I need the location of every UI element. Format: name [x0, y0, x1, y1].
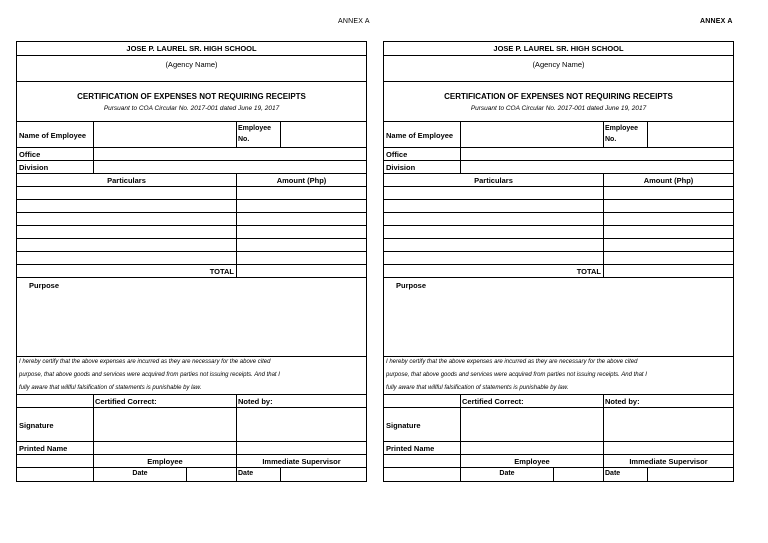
purpose-label: Purpose	[29, 281, 60, 290]
printed-name-label: Printed Name	[386, 444, 435, 453]
particulars-line[interactable]	[17, 213, 366, 226]
amount-field[interactable]	[236, 252, 366, 264]
division-row	[384, 161, 733, 174]
particulars-label: Particulars	[474, 176, 513, 185]
office-row	[17, 148, 366, 161]
form-right	[383, 41, 734, 482]
amount-field[interactable]	[603, 239, 733, 251]
signature-row	[17, 408, 366, 442]
amount-header-cell	[236, 174, 366, 186]
employee-row	[17, 122, 366, 148]
school-row	[384, 42, 733, 56]
amount-field[interactable]	[236, 213, 366, 225]
amount-field[interactable]	[236, 226, 366, 238]
particulars-line[interactable]	[17, 200, 366, 213]
supervisor-role-label: Immediate Supervisor	[629, 457, 708, 466]
amount-field[interactable]	[236, 239, 366, 251]
office-label: Office	[19, 150, 41, 159]
supervisor-role-cell	[236, 455, 366, 467]
division-row	[17, 161, 366, 174]
amount-field[interactable]	[603, 226, 733, 238]
approvals-header	[384, 395, 733, 408]
division-field[interactable]	[93, 161, 366, 173]
form-left	[16, 41, 367, 482]
employee-date-label: Date	[132, 470, 148, 477]
employee-printed-name-field[interactable]	[93, 442, 236, 454]
form-subtitle: Pursuant to COA Circular No. 2017-001 dated June 19, 2017	[103, 105, 280, 112]
supervisor-date-label-cell	[603, 468, 647, 481]
noted-by-cell	[603, 395, 733, 407]
office-label: Office	[386, 150, 408, 159]
employee-no-label: Employee No.	[605, 125, 639, 143]
office-row	[384, 148, 733, 161]
total-label: TOTAL	[576, 267, 601, 276]
noted-by-cell	[236, 395, 366, 407]
amount-field[interactable]	[603, 187, 733, 199]
certification-line-1: I hereby certify that the above expenses are incurred as they are necessary for the above cited	[386, 359, 638, 365]
certified-correct-cell	[460, 395, 603, 407]
supervisor-signature-field[interactable]	[603, 408, 733, 441]
particulars-line[interactable]	[384, 200, 733, 213]
amount-field[interactable]	[603, 213, 733, 225]
supervisor-signature-field[interactable]	[236, 408, 366, 441]
certification-line-3: fully aware that willful falsification of statements is punishable by law.	[386, 385, 569, 391]
total-row	[17, 265, 366, 278]
employee-name-field[interactable]	[93, 122, 236, 147]
purpose-row[interactable]	[17, 278, 366, 357]
supervisor-printed-name-field[interactable]	[603, 442, 733, 454]
total-row	[384, 265, 733, 278]
employee-signature-field[interactable]	[93, 408, 236, 441]
particulars-line[interactable]	[17, 226, 366, 239]
amount-field[interactable]	[236, 200, 366, 212]
employee-role-label: Employee	[147, 457, 183, 466]
approvals-header	[17, 395, 366, 408]
amount-label: Amount (Php)	[276, 176, 327, 185]
certified-correct-label: Certified Correct:	[95, 397, 157, 406]
particulars-line[interactable]	[384, 187, 733, 200]
school-row	[17, 42, 366, 56]
certification-line-3: fully aware that willful falsification of statements is punishable by law.	[19, 385, 202, 391]
employee-no-label-cell	[236, 122, 280, 147]
school-name: JOSE P. LAUREL SR. HIGH SCHOOL	[126, 44, 257, 53]
total-label: TOTAL	[209, 267, 234, 276]
supervisor-date-label: Date	[605, 470, 621, 477]
employee-role-label: Employee	[514, 457, 550, 466]
school-name: JOSE P. LAUREL SR. HIGH SCHOOL	[493, 44, 624, 53]
certification-text	[17, 357, 366, 395]
total-amount-field[interactable]	[603, 265, 733, 277]
employee-date-label-cell	[460, 468, 553, 481]
particulars-line[interactable]	[384, 213, 733, 226]
office-field[interactable]	[460, 148, 733, 160]
date-row	[384, 468, 733, 481]
certification-text	[384, 357, 733, 395]
employee-printed-name-field[interactable]	[460, 442, 603, 454]
printed-name-row	[384, 442, 733, 455]
amount-field[interactable]	[603, 252, 733, 264]
form-subtitle: Pursuant to COA Circular No. 2017-001 dated June 19, 2017	[470, 105, 647, 112]
employee-signature-field[interactable]	[460, 408, 603, 441]
supervisor-date-field[interactable]	[647, 468, 733, 481]
purpose-row[interactable]	[384, 278, 733, 357]
purpose-label: Purpose	[396, 281, 427, 290]
name-of-employee-label: Name of Employee	[386, 131, 454, 140]
employee-date-field[interactable]	[553, 468, 603, 481]
title-row	[384, 82, 733, 122]
particulars-header	[384, 174, 733, 187]
role-row	[384, 455, 733, 468]
certified-correct-cell	[93, 395, 236, 407]
form-title: CERTIFICATION OF EXPENSES NOT REQUIRING RECEIPTS	[444, 92, 673, 101]
employee-row	[384, 122, 733, 148]
annex-label: ANNEX A	[338, 18, 370, 25]
employee-date-label-cell	[93, 468, 186, 481]
printed-name-row	[17, 442, 366, 455]
employee-no-label: Employee No.	[238, 125, 272, 143]
employee-name-field[interactable]	[460, 122, 603, 147]
name-of-employee-label: Name of Employee	[19, 131, 87, 140]
particulars-line[interactable]	[17, 252, 366, 265]
particulars-line[interactable]	[384, 226, 733, 239]
certified-correct-label: Certified Correct:	[462, 397, 524, 406]
supervisor-date-field[interactable]	[280, 468, 366, 481]
supervisor-role-label: Immediate Supervisor	[262, 457, 341, 466]
signature-label: Signature	[386, 421, 421, 430]
particulars-line[interactable]	[17, 187, 366, 200]
role-row	[17, 455, 366, 468]
supervisor-role-cell	[603, 455, 733, 467]
employee-date-field[interactable]	[186, 468, 236, 481]
employee-role-cell	[460, 455, 603, 467]
agency-name: (Agency Name)	[165, 60, 218, 69]
employee-no-field[interactable]	[280, 122, 310, 147]
particulars-line[interactable]	[384, 239, 733, 252]
certification-line-1: I hereby certify that the above expenses are incurred as they are necessary for the above cited	[19, 359, 271, 365]
signature-label: Signature	[19, 421, 54, 430]
office-field[interactable]	[93, 148, 366, 160]
particulars-line[interactable]	[384, 252, 733, 265]
particulars-label: Particulars	[107, 176, 146, 185]
employee-role-cell	[93, 455, 236, 467]
division-label: Division	[386, 163, 416, 172]
printed-name-label: Printed Name	[19, 444, 68, 453]
title-row	[17, 82, 366, 122]
annex-label: ANNEX A	[700, 18, 733, 25]
certification-line-2: purpose, that above goods and services were acquired from parties not issuing receipts. And that I	[386, 372, 647, 378]
supervisor-date-label-cell	[236, 468, 280, 481]
employee-no-field[interactable]	[647, 122, 677, 147]
signature-row	[384, 408, 733, 442]
employee-no-label-cell	[603, 122, 647, 147]
particulars-line[interactable]	[17, 239, 366, 252]
amount-header-cell	[603, 174, 733, 186]
supervisor-printed-name-field[interactable]	[236, 442, 366, 454]
agency-row	[17, 56, 366, 82]
form-title: CERTIFICATION OF EXPENSES NOT REQUIRING RECEIPTS	[77, 92, 306, 101]
date-row	[17, 468, 366, 481]
agency-name: (Agency Name)	[532, 60, 585, 69]
total-amount-field[interactable]	[236, 265, 366, 277]
division-field[interactable]	[460, 161, 733, 173]
division-label: Division	[19, 163, 49, 172]
particulars-header	[17, 174, 366, 187]
amount-field[interactable]	[236, 187, 366, 199]
agency-row	[384, 56, 733, 82]
employee-date-label: Date	[499, 470, 515, 477]
amount-label: Amount (Php)	[643, 176, 694, 185]
noted-by-label: Noted by:	[238, 397, 273, 406]
certification-line-2: purpose, that above goods and services were acquired from parties not issuing receipts. And that I	[19, 372, 280, 378]
amount-field[interactable]	[603, 200, 733, 212]
noted-by-label: Noted by:	[605, 397, 640, 406]
supervisor-date-label: Date	[238, 470, 254, 477]
